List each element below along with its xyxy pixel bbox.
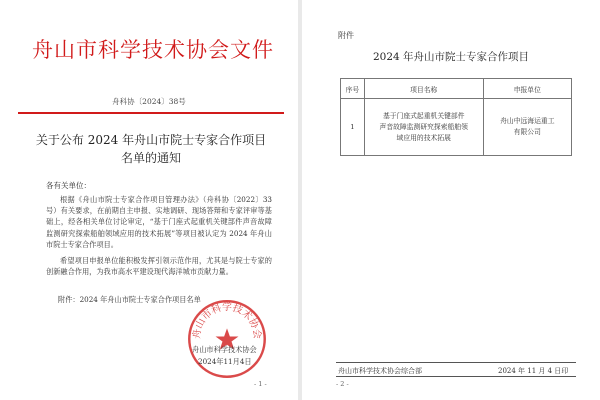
red-divider <box>18 112 284 114</box>
project-name-line: 域应用的技术拓展 <box>396 133 451 142</box>
footer-issuer: 舟山市科学技术协会综合部 <box>338 367 422 375</box>
document-header: 舟山市科学技术协会文件 <box>32 38 274 62</box>
applicant-line: 舟山中远海运重工 <box>500 117 555 125</box>
document-number: 舟科协〔2024〕38号 <box>112 97 186 106</box>
header-applicant: 申报单位 <box>483 79 571 99</box>
cell-applicant <box>483 99 571 156</box>
body-paragraph-2: 希望项目申报单位能积极发挥引领示范作用，尤其是与院士专家的创新融合作用，为我市高水平建设现代海洋城市贡献力量。 <box>46 256 272 277</box>
table-row <box>341 99 572 156</box>
title-line-2: 名单的通知 <box>120 151 181 165</box>
attachment-line: 附件：2024 年舟山市院士专家合作项目名单 <box>58 295 201 304</box>
project-name-line: 基于门座式起重机关键部件 <box>382 111 465 120</box>
page-left <box>0 0 298 400</box>
annex-title: 2024 年舟山市院士专家合作项目 <box>372 51 530 63</box>
official-seal-icon <box>186 298 268 380</box>
cell-project-name <box>364 99 483 156</box>
seal-text: 舟山市科学技术协会 <box>191 302 263 340</box>
signature-date: 2024年11月4日 <box>198 357 252 366</box>
table-header-row <box>341 79 572 99</box>
footer-divider <box>336 376 576 377</box>
salutation: 各有关单位： <box>46 181 91 190</box>
applicant-line: 有限公司 <box>513 128 541 136</box>
title-line-1: 关于公布 2024 年舟山市院士专家合作项目 <box>35 133 267 147</box>
cell-seq: 1 <box>341 99 365 156</box>
page-number: - 2 - <box>336 380 349 388</box>
header-project-name: 项目名称 <box>364 79 483 99</box>
document-title <box>20 131 282 167</box>
header-seq: 序号 <box>341 79 365 99</box>
page-number: - 1 - <box>254 380 267 388</box>
footer-divider <box>336 362 576 363</box>
signature-organization: 舟山市科学技术协会 <box>192 345 257 354</box>
footer-print-date: 2024 年 11 月 4 日印 <box>498 367 569 375</box>
body-paragraph-1: 根据《舟山市院士专家合作项目管理办法》（舟科协〔2022〕33号）有关要求，在前期自主申报、实地调研、现场答辩和专家评审等基础上，经各相关单位讨论审定，“基于门座式起重机关键部件声音故障监测研究探索船舶领域应用的技术拓展”等项目被认定为 2024 年舟山市院士专家合作项目。 <box>46 195 272 249</box>
page-right <box>302 0 600 400</box>
project-name-line: 声音故障监测研究探索船舶领 <box>379 122 468 131</box>
project-table <box>340 78 572 156</box>
annex-label: 附件 <box>338 31 354 40</box>
